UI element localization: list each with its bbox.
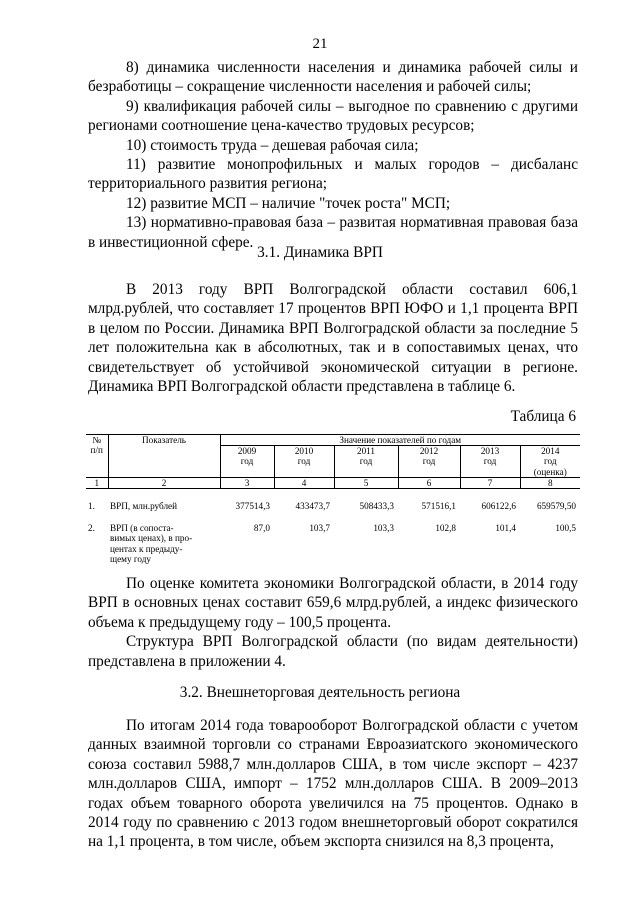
foreign-trade-block — [88, 716, 578, 852]
column-number: 1 — [86, 477, 108, 488]
column-number: 3 — [220, 477, 274, 488]
column-number: 5 — [334, 477, 398, 488]
row-value: 101,4 — [495, 523, 516, 534]
list-item: 13) нормативно-правовая база – развитая нормативная правовая база в инвестиционной сфере. — [88, 214, 578, 251]
header-num: № п/п — [86, 435, 108, 478]
column-number: 6 — [398, 477, 460, 488]
list-item: 11) развитие монопрофильных и малых городов – дисбаланс территориального развития региона; — [88, 156, 578, 193]
grp-paragraph: В 2013 году ВРП Волгоградской области составил 606,1 млрд.рублей, что составляет 17 процентов ВРП ЮФО и 1,1 процента ВРП в целом по России. Динамика ВРП Волгоградской области за последние 5 лет положительна как в абсолютных, так и в сопоставимых ценах, что свидетельствует об устойчивой экономической ситуации в регионе. Динамика ВРП Волгоградской области представлена в таблице 6. — [88, 281, 578, 396]
header-values: Значение показателей по годам — [220, 435, 580, 446]
section-heading-foreign-trade: 3.2. Внешнеторговая деятельность региона — [179, 684, 461, 701]
section-heading-grp-dynamics: 3.1. Динамика ВРП — [257, 244, 383, 261]
header-year: 2012 год — [398, 446, 460, 478]
row-value: 433473,7 — [295, 501, 330, 512]
column-number: 8 — [520, 477, 580, 488]
row-value: 103,7 — [309, 523, 330, 534]
header-year: 2009 год — [220, 446, 274, 478]
column-number: 7 — [460, 477, 520, 488]
structure-paragraph: Структура ВРП Волгоградской области (по видам деятельности) представлена в приложении 4. — [88, 633, 578, 670]
estimate-paragraph: По оценке комитета экономики Волгоградской области, в 2014 году ВРП в основных ценах составит 659,6 млрд.рублей, а индекс физического объема к предыдущему году – 100,5 процента. — [88, 575, 578, 631]
estimate-block — [88, 574, 578, 671]
header-year: 2014 год (оценка) — [520, 446, 580, 478]
row-value: 571516,1 — [421, 501, 456, 512]
table-row — [86, 523, 580, 564]
table-header-row — [86, 435, 580, 446]
foreign-trade-paragraph: По итогам 2014 года товарооборот Волгоградской области с учетом данных взаимной торговли со странами Евроазиатского экономического союза составил 5988,7 млн.долларов США, в том числе экспорт – 4237 млн.долларов США, импорт – 1752 млн.долларов США. В 2009–2013 годах объем товарного оборота увеличился на 75 процентов. Однако в 2014 году по сравнению с 2013 годом внешнеторговый оборот сократился на 1,1 процента, в том числе, объем экспорта снизился на 8,3 процента, — [88, 717, 578, 851]
row-value: 508433,3 — [359, 501, 394, 512]
list-item: 9) квалификация рабочей силы – выгодное по сравнению с другими регионами соотношение цена-качество трудовых ресурсов; — [88, 97, 578, 135]
column-number: 4 — [274, 477, 334, 488]
row-value: 659579,50 — [536, 501, 576, 512]
row-indicator: ВРП (в сопоста- вимых ценах), в про- центах к предыду- щему году — [110, 523, 193, 564]
row-value: 87,0 — [253, 523, 270, 534]
list-item: 12) развитие МСП – наличие "точек роста" МСП; — [126, 194, 451, 212]
row-num: 2. — [88, 523, 95, 534]
row-value: 606122,6 — [481, 501, 516, 512]
list-item: 10) стоимость труда – дешевая рабочая сила; — [126, 136, 419, 154]
row-indicator: ВРП, млн.рублей — [110, 501, 178, 512]
page-number: 21 — [312, 36, 328, 52]
list-item: 8) динамика численности населения и динамика рабочей силы и безработицы – сокращение численности населения и рабочей силы; — [88, 59, 578, 96]
table-column-numbers-row — [86, 477, 580, 488]
grp-paragraph-block — [88, 280, 578, 396]
table-row — [86, 501, 580, 511]
grp-table — [86, 434, 580, 564]
factor-list — [88, 58, 578, 252]
header-year: 2010 год — [274, 446, 334, 478]
header-year: 2013 год — [460, 446, 520, 478]
header-indicator: Показатель — [108, 435, 220, 478]
row-num: 1. — [88, 501, 95, 512]
row-value: 102,8 — [435, 523, 456, 534]
header-year: 2011 год — [334, 446, 398, 478]
row-value: 103,3 — [373, 523, 394, 534]
table-caption: Таблица 6 — [510, 408, 576, 425]
row-value: 100,5 — [555, 523, 576, 534]
column-number: 2 — [108, 477, 220, 488]
row-value: 377514,3 — [235, 501, 270, 512]
